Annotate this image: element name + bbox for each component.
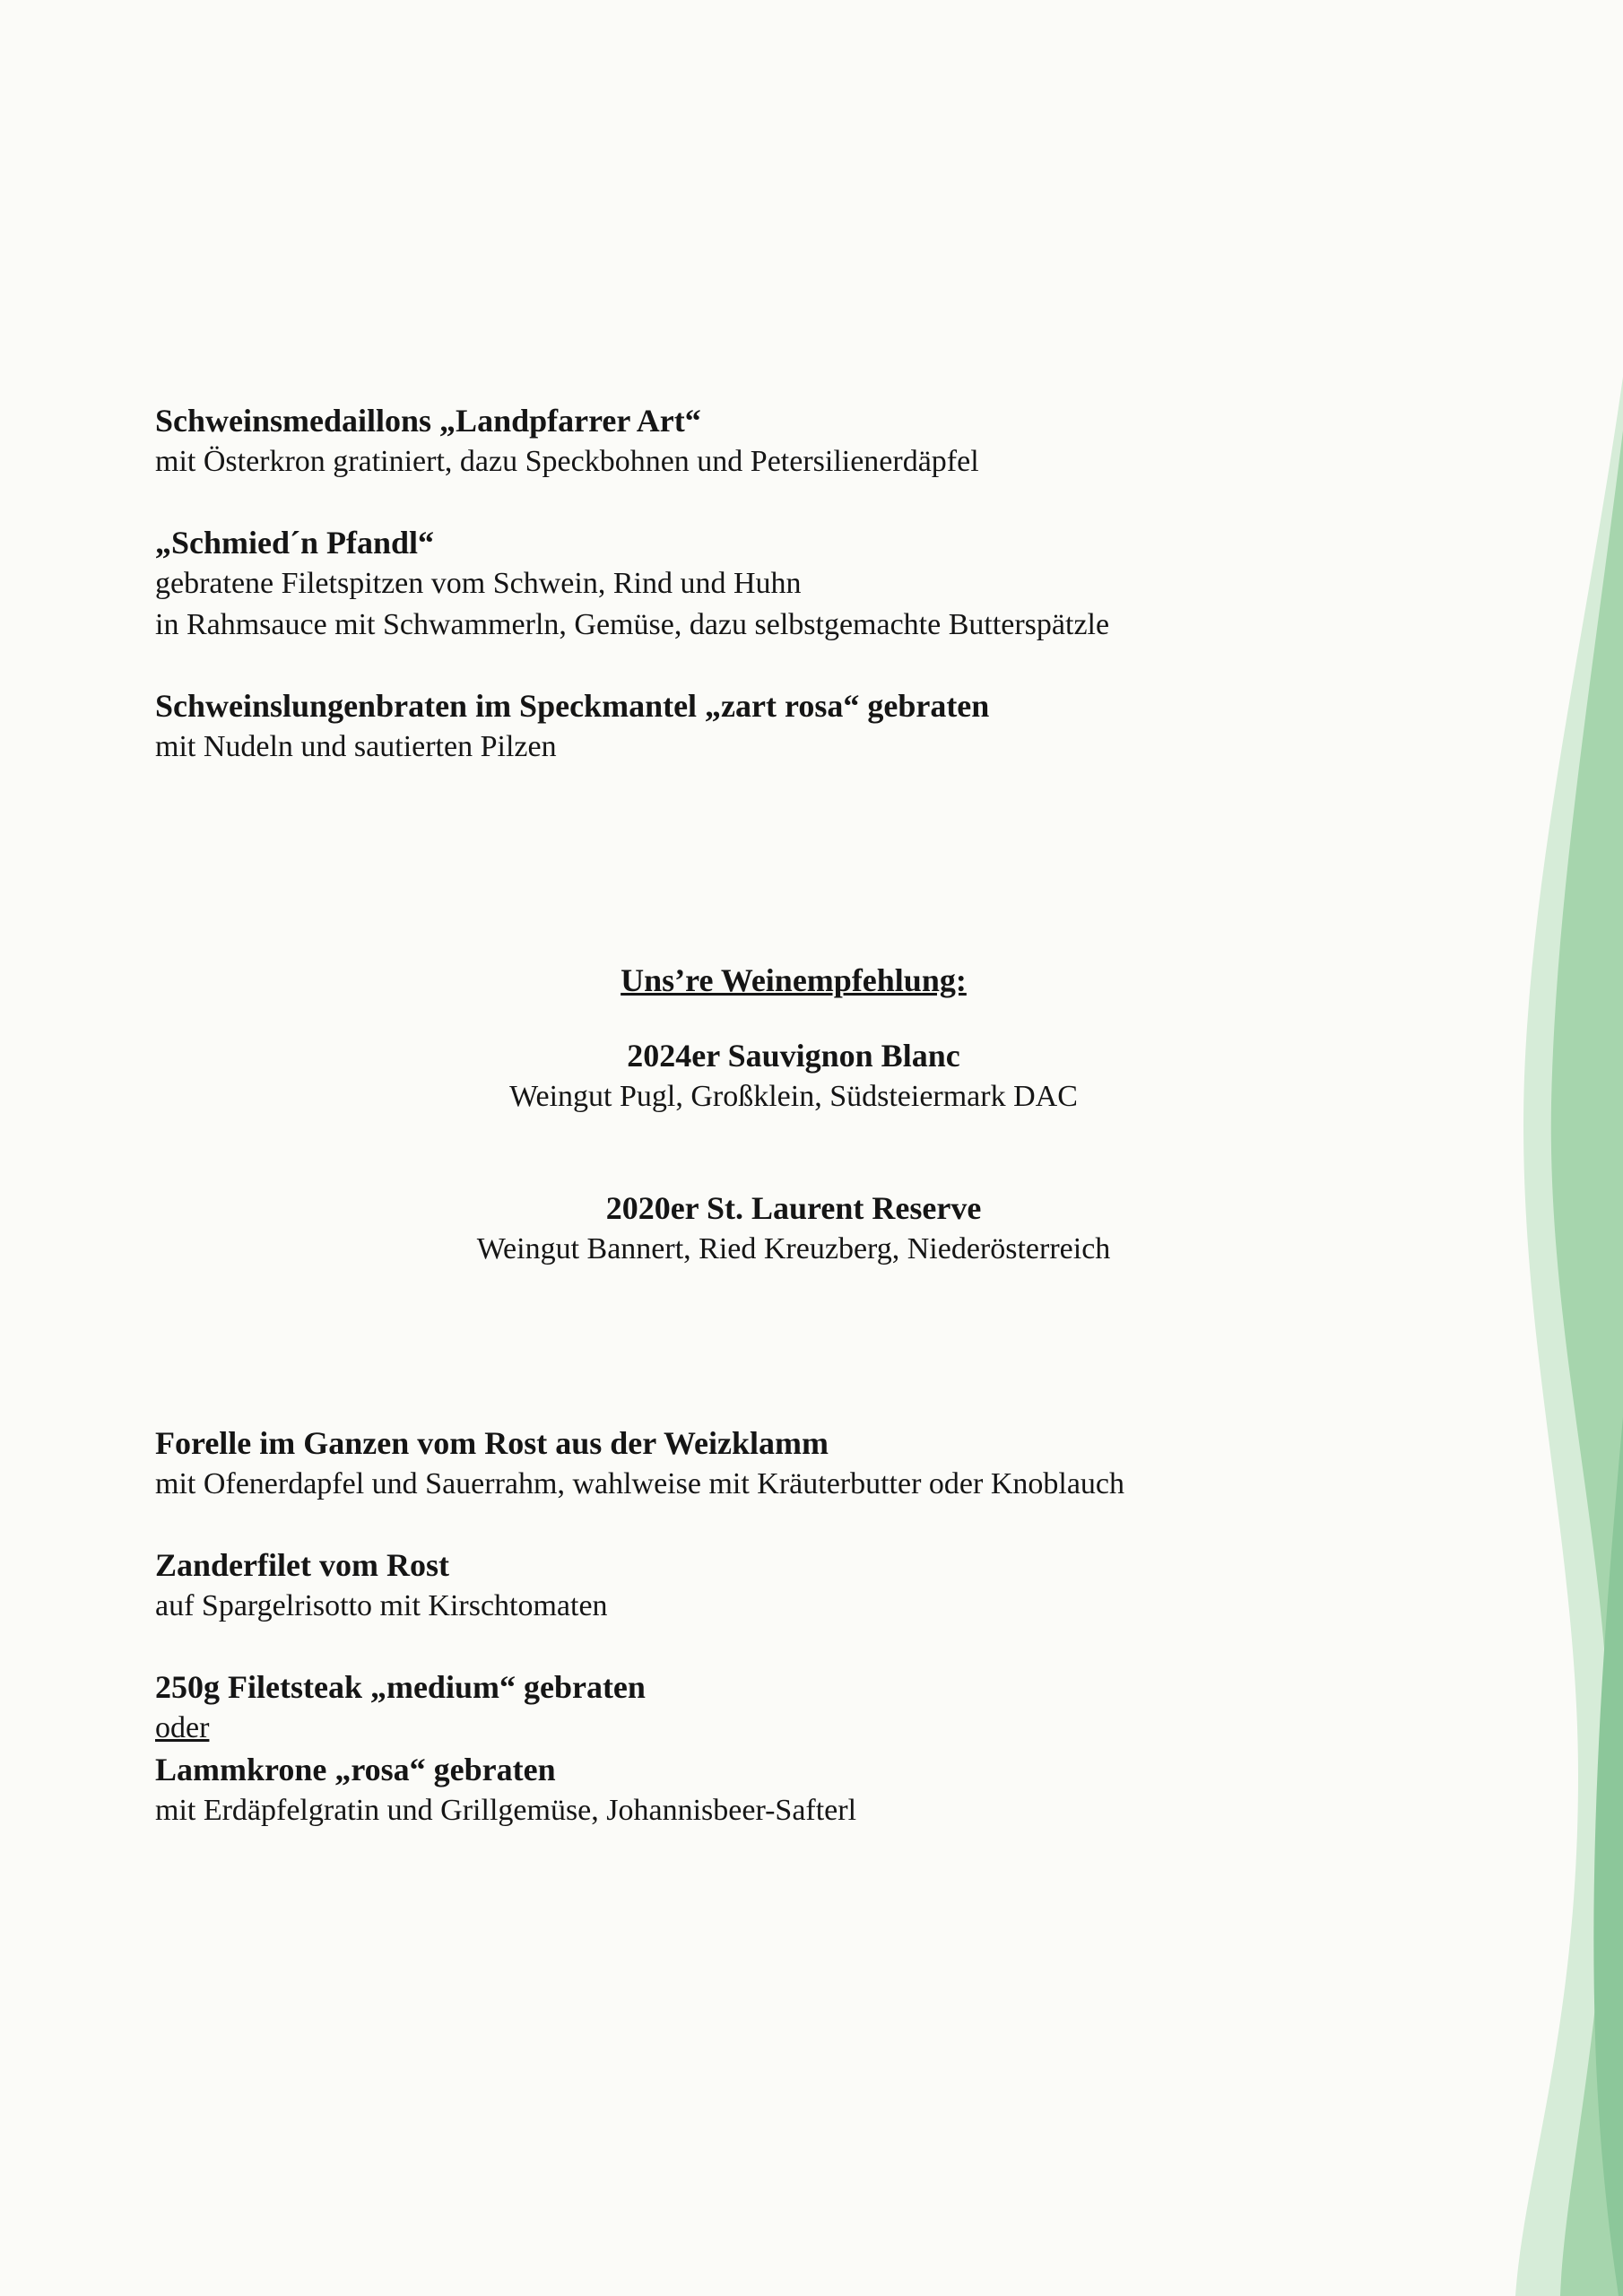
dish-title: Forelle im Ganzen vom Rost aus der Weizklamm	[155, 1425, 829, 1461]
dish-steak-or-lamb	[155, 1666, 1500, 1831]
dish-title: Lammkrone „rosa“ gebraten	[155, 1752, 556, 1787]
dish-forelle	[155, 1422, 1500, 1505]
dish-description: in Rahmsauce mit Schwammerln, Gemüse, dazu selbstgemachte Butterspätzle	[155, 608, 1110, 641]
dish-schmiedn-pfandl	[155, 522, 1500, 646]
dish-description: gebratene Filetspitzen vom Schwein, Rind und Huhn	[155, 567, 802, 600]
dish-title: Schweinslungenbraten im Speckmantel „zart rosa“ gebraten	[155, 688, 990, 724]
dish-zanderfilet	[155, 1544, 1500, 1627]
dish-description: mit Österkron gratiniert, dazu Speckbohnen und Petersilienerdäpfel	[155, 445, 979, 478]
wine-name: 2020er St. Laurent Reserve	[605, 1190, 982, 1226]
wine-recommendation-heading: Uns’re Weinempfehlung:	[621, 962, 967, 998]
dish-description: mit Nudeln und sautierten Pilzen	[155, 730, 557, 763]
wine-item	[0, 1035, 1587, 1118]
dish-title: Schweinsmedaillons „Landpfarrer Art“	[155, 403, 701, 439]
wine-item	[0, 1187, 1587, 1270]
wine-origin: Weingut Bannert, Ried Kreuzberg, Niederösterreich	[476, 1232, 1111, 1265]
dish-title: 250g Filetsteak „medium“ gebraten	[155, 1669, 646, 1705]
dish-description: mit Erdäpfelgratin und Grillgemüse, Johannisbeer-Safterl	[155, 1794, 857, 1827]
wine-origin: Weingut Pugl, Großklein, Südsteiermark DAC	[509, 1080, 1078, 1113]
dish-title: „Schmied´n Pfandl“	[155, 525, 435, 561]
wine-name: 2024er Sauvignon Blanc	[627, 1038, 960, 1074]
dish-description: mit Ofenerdapfel und Sauerrahm, wahlweise mit Kräuterbutter oder Knoblauch	[155, 1467, 1125, 1500]
dish-schweinslungenbraten	[155, 685, 1500, 768]
or-separator: oder	[155, 1711, 210, 1744]
dish-description: auf Spargelrisotto mit Kirschtomaten	[155, 1589, 608, 1622]
dish-schweinsmedaillons	[155, 400, 1500, 483]
dish-title: Zanderfilet vom Rost	[155, 1547, 449, 1583]
